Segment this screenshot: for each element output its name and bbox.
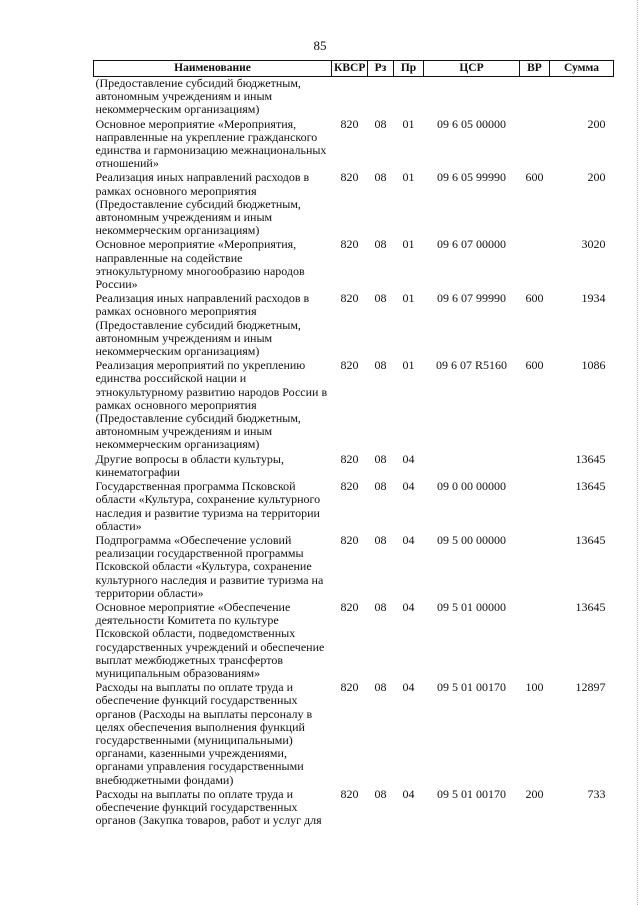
cell-sum: 200 bbox=[587, 116, 606, 131]
cell-rz: 08 bbox=[374, 170, 387, 185]
cell-csr: 09 6 07 R5160 bbox=[435, 358, 507, 373]
table-row bbox=[94, 238, 614, 292]
cell-vr: 200 bbox=[525, 786, 544, 801]
cell-pr: 04 bbox=[402, 532, 415, 547]
cell-pr: 04 bbox=[402, 786, 415, 801]
cell-vr bbox=[520, 480, 550, 534]
cell-name: Основное мероприятие «Обеспечение деятельности Комитета по культуре Псковской области, подведомственных государственных учреждений и обеспечение выплат межбюджетных трансфертов муниципальным образованиям» bbox=[95, 599, 325, 680]
table-row bbox=[94, 788, 614, 829]
cell-sum: 12897 bbox=[575, 680, 606, 695]
cell-vr bbox=[520, 118, 550, 172]
cell-rz: 08 bbox=[374, 786, 387, 801]
table-row bbox=[94, 601, 614, 681]
header-pr: Пр bbox=[394, 61, 424, 77]
cell-name: Основное мероприятие «Мероприятия, направленные на содействие этнокультурному многообразию народов России» bbox=[95, 237, 305, 292]
page-number: 85 bbox=[313, 38, 327, 53]
cell-sum: 13645 bbox=[575, 451, 606, 466]
table-header-row bbox=[94, 61, 614, 77]
cell-pr: 04 bbox=[402, 680, 415, 695]
cell-vr: 600 bbox=[525, 291, 544, 306]
cell-name: Реализация иных направлений расходов в рамках основного мероприятия (Предоставление субсидий бюджетным, автономным учреждениям и иным некоммерческим организациям) bbox=[95, 291, 310, 359]
cell-csr: 09 0 00 00000 bbox=[437, 479, 506, 494]
cell-name: Реализация мероприятий по укреплению единства российской нации и этнокультурному развитию народов России в рамках основного мероприятия (Предоставление субсидий бюджетным, автономным учреждениям и иным некоммерческим организациям) bbox=[95, 358, 328, 452]
cell-csr: 09 6 07 99990 bbox=[437, 291, 506, 306]
cell-vr bbox=[520, 453, 550, 480]
cell-rz: 08 bbox=[374, 680, 387, 695]
cell-csr: 09 6 07 00000 bbox=[437, 237, 506, 252]
cell-csr: 09 5 01 00170 bbox=[437, 680, 506, 695]
cell-csr: 09 5 01 00170 bbox=[437, 786, 506, 801]
cell-rz: 08 bbox=[374, 451, 387, 466]
cell-pr: 01 bbox=[402, 116, 415, 131]
cell-vr: 100 bbox=[525, 680, 544, 695]
cell-rz: 08 bbox=[374, 358, 387, 373]
cell-pr: 04 bbox=[402, 479, 415, 494]
table-row bbox=[94, 480, 614, 534]
cell-kvsr: 820 bbox=[340, 451, 359, 466]
cell-sum: 13645 bbox=[575, 532, 606, 547]
table-row bbox=[94, 292, 614, 359]
cell-pr: 04 bbox=[402, 599, 415, 614]
header-csr: ЦСР bbox=[424, 61, 520, 77]
cell-csr: 09 5 01 00000 bbox=[437, 599, 506, 614]
cell-pr: 01 bbox=[402, 358, 415, 373]
cell-kvsr: 820 bbox=[340, 532, 359, 547]
cell-name: Расходы на выплаты по оплате труда и обеспечение функций государственных органов (Расходы на выплаты персоналу в целях обеспечения выполнения функций государственными (муниципальными) органами, казенными учреждениями, органами управления государственными внебюджетными фондами) bbox=[95, 680, 313, 787]
table-row bbox=[94, 171, 614, 238]
cell-kvsr: 820 bbox=[340, 786, 359, 801]
cell-kvsr: 820 bbox=[340, 599, 359, 614]
cell-sum: 1086 bbox=[581, 358, 606, 373]
cell-rz: 08 bbox=[374, 599, 387, 614]
cell-name: Реализация иных направлений расходов в рамках основного мероприятия (Предоставление субсидий бюджетным, автономным учреждениям и иным некоммерческим организациям) bbox=[95, 170, 310, 238]
cell-rz: 08 bbox=[374, 291, 387, 306]
cell-rz: 08 bbox=[374, 116, 387, 131]
cell-name: (Предоставление субсидий бюджетным, автономным учреждениям и иным некоммерческим организациям) bbox=[95, 76, 301, 117]
table-row bbox=[94, 681, 614, 788]
cell-sum: 200 bbox=[587, 170, 606, 185]
cell-vr bbox=[520, 601, 550, 681]
cell-kvsr: 820 bbox=[340, 680, 359, 695]
cell-vr: 600 bbox=[525, 358, 544, 373]
cell-kvsr: 820 bbox=[340, 479, 359, 494]
cell-csr: 09 5 00 00000 bbox=[437, 532, 506, 547]
cell-kvsr: 820 bbox=[340, 237, 359, 252]
table-row bbox=[94, 359, 614, 452]
cell-pr: 01 bbox=[402, 291, 415, 306]
cell-rz: 08 bbox=[374, 479, 387, 494]
cell-sum: 13645 bbox=[575, 599, 606, 614]
cell-pr: 01 bbox=[402, 237, 415, 252]
cell-kvsr: 820 bbox=[340, 170, 359, 185]
cell-csr bbox=[424, 453, 520, 480]
table-row bbox=[94, 453, 614, 480]
cell-csr bbox=[424, 77, 520, 118]
header-rz: Рз bbox=[368, 61, 394, 77]
cell-rz: 08 bbox=[374, 532, 387, 547]
cell-name: Государственная программа Псковской области «Культура, сохранение культурного наследия и развитие туризма на территории области» bbox=[95, 479, 321, 533]
cell-pr: 04 bbox=[402, 451, 415, 466]
cell-name: Другие вопросы в области культуры, кинематографии bbox=[95, 451, 284, 479]
cell-vr bbox=[520, 534, 550, 601]
header-name: Наименование bbox=[94, 61, 332, 77]
cell-vr bbox=[520, 77, 550, 118]
cell-sum: 13645 bbox=[575, 479, 606, 494]
table-row bbox=[94, 77, 614, 118]
scan-edge bbox=[636, 0, 638, 905]
cell-vr bbox=[520, 238, 550, 292]
cell-name: Подпрограмма «Обеспечение условий реализации государственной программы Псковской области «Культура, сохранение культурного наследия и развитие туризма на территории области» bbox=[95, 532, 324, 600]
table-row bbox=[94, 118, 614, 172]
budget-table bbox=[93, 60, 614, 828]
cell-kvsr bbox=[332, 77, 368, 118]
header-kvsr: КВСР bbox=[332, 61, 368, 77]
cell-name: Расходы на выплаты по оплате труда и обеспечение функций государственных органов (Закупка товаров, работ и услуг для bbox=[95, 786, 322, 828]
cell-kvsr: 820 bbox=[340, 358, 359, 373]
cell-pr: 01 bbox=[402, 170, 415, 185]
cell-rz bbox=[368, 77, 394, 118]
cell-rz: 08 bbox=[374, 237, 387, 252]
cell-sum: 733 bbox=[587, 786, 606, 801]
cell-kvsr: 820 bbox=[340, 116, 359, 131]
cell-csr: 09 6 05 99990 bbox=[437, 170, 506, 185]
cell-sum bbox=[550, 77, 614, 118]
cell-vr: 600 bbox=[525, 170, 544, 185]
cell-pr bbox=[394, 77, 424, 118]
cell-csr: 09 6 05 00000 bbox=[437, 116, 506, 131]
header-sum: Сумма bbox=[550, 61, 614, 77]
cell-kvsr: 820 bbox=[340, 291, 359, 306]
cell-name: Основное мероприятие «Мероприятия, направленные на укрепление гражданского единства и гармонизацию межнациональных отношений» bbox=[95, 116, 327, 171]
table-row bbox=[94, 534, 614, 601]
cell-sum: 3020 bbox=[581, 237, 606, 252]
header-vr: ВР bbox=[520, 61, 550, 77]
cell-sum: 1934 bbox=[581, 291, 606, 306]
